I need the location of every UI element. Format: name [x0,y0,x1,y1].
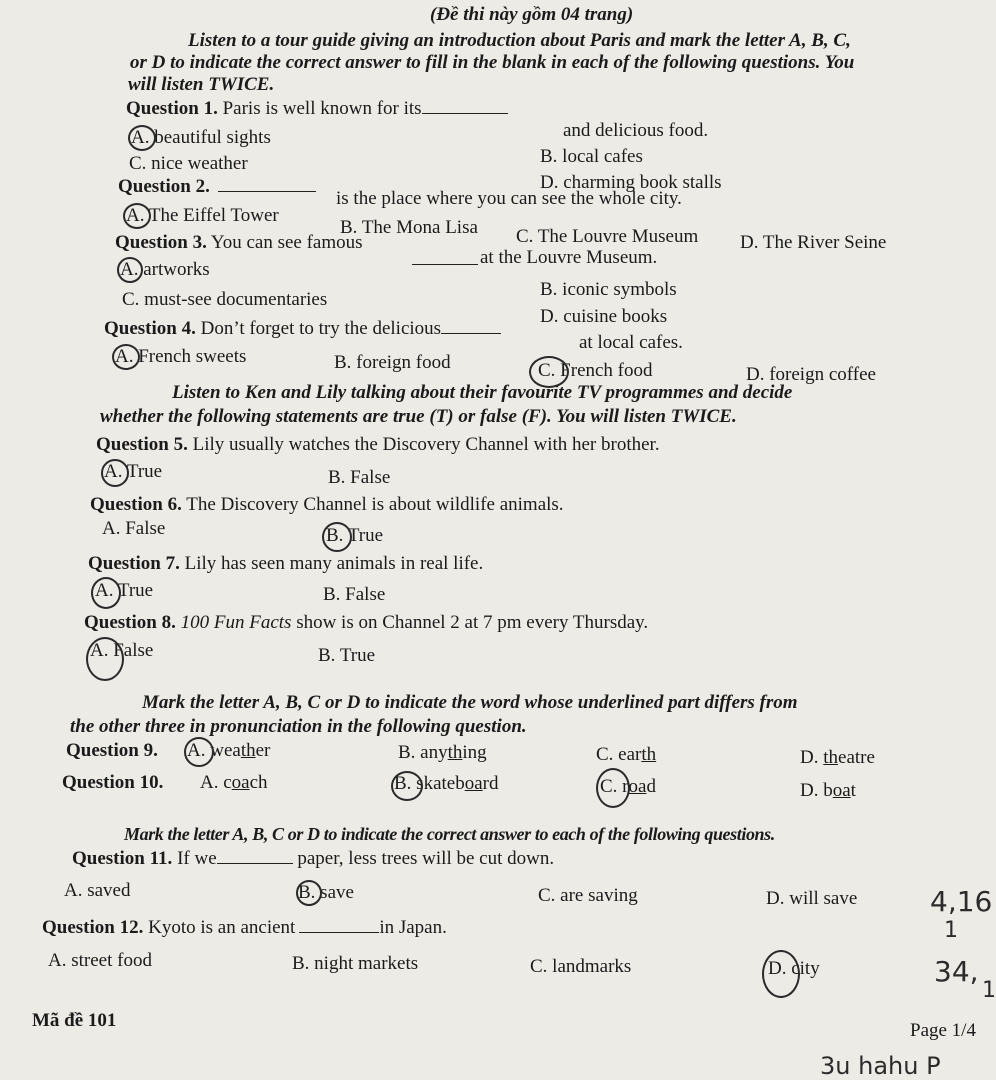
question-9-option-a[interactable]: A. weather [187,740,271,761]
question-2-option-a[interactable]: A. The Eiffel Tower [126,205,279,226]
question-6-stem: Question 6. The Discovery Channel is about wildlife animals. [90,494,564,515]
page-number: Page 1/4 [910,1020,976,1041]
question-5-option-a[interactable]: A. True [104,461,163,482]
question-3-option-b[interactable]: B. iconic symbols [540,279,677,300]
page-note: (Đề thi này gồm 04 trang) [430,4,634,25]
question-8-stem: Question 8. 100 Fun Facts show is on Channel 2 at 7 pm every Thursday. [84,612,649,633]
question-10-option-d[interactable]: D. boat [800,780,856,801]
handwritten-note-4: 1 [982,978,996,1003]
question-5-option-b[interactable]: B. False [328,467,391,488]
question-8-option-a[interactable]: A. False [90,640,154,661]
question-12-option-c[interactable]: C. landmarks [530,956,632,977]
question-2-option-c[interactable]: C. The Louvre Museum [516,226,699,247]
question-7-stem: Question 7. Lily has seen many animals in real life. [88,553,484,574]
question-11-option-d[interactable]: D. will save [766,888,858,909]
section2-instruction-line2: whether the following statements are true (T) or false (F). You will listen TWICE. [100,406,737,427]
exam-code: Mã đề 101 [32,1010,117,1031]
question-9-option-b[interactable]: B. anything [398,742,487,763]
question-4-option-b[interactable]: B. foreign food [334,352,451,373]
question-6-option-a[interactable]: A. False [102,518,166,539]
section3-instruction-line2: the other three in pronunciation in the following question. [70,716,527,737]
question-12-stem: Question 12. Kyoto is an ancient in Japan. [42,917,447,938]
section2-instruction-line1: Listen to Ken and Lily talking about their favourite TV programmes and decide [172,382,793,403]
question-6-option-b[interactable]: B. True [326,525,384,546]
question-11-option-b[interactable]: B. save [298,882,354,903]
question-5-stem: Question 5. Lily usually watches the Discovery Channel with her brother. [96,434,660,455]
question-3-option-c[interactable]: C. must-see documentaries [122,289,328,310]
section3-instruction-line1: Mark the letter A, B, C or D to indicate the word whose underlined part differs from [142,692,798,713]
question-4-option-a[interactable]: A. French sweets [115,346,247,367]
question-4-stem: Question 4. Don’t forget to try the delicious [104,318,501,340]
question-11-option-c[interactable]: C. are saving [538,885,638,906]
question-1-stem: Question 1. Paris is well known for its [126,98,508,120]
question-11-stem: Question 11. If we paper, less trees will be cut down. [72,848,555,869]
question-11-option-a[interactable]: A. saved [64,880,131,901]
question-10-option-a[interactable]: A. coach [200,772,268,793]
question-3-stem-end: at the Louvre Museum. [480,247,658,268]
question-2-stem: is the place where you can see the whole city. [336,188,682,209]
question-9-label: Question 9. [66,740,158,761]
question-1-option-c[interactable]: C. nice weather [129,153,248,174]
question-9-option-d[interactable]: D. theatre [800,747,875,768]
question-1-stem-end: and delicious food. [563,120,709,141]
question-9-option-c[interactable]: C. earth [596,744,657,765]
section1-instruction-line3: will listen TWICE. [128,74,275,95]
handwritten-note-5: 3u hahu P [820,1052,941,1080]
question-1-option-a[interactable]: A. beautiful sights [131,127,271,148]
question-4-option-c[interactable]: C. French food [538,360,653,381]
question-4-stem-end: at local cafes. [579,332,683,353]
question-8-option-b[interactable]: B. True [318,645,376,666]
question-10-option-b[interactable]: B. skateboard [394,773,499,794]
question-10-option-c[interactable]: C. road [600,776,656,797]
question-3-stem: Question 3. You can see famous [115,232,363,253]
question-2-label: Question 2. [118,176,316,198]
question-3-option-d[interactable]: D. cuisine books [540,306,668,327]
handwritten-note-1: 4,16 [930,885,993,918]
question-2-option-d[interactable]: D. The River Seine [740,232,887,253]
section1-instruction-line2: or D to indicate the correct answer to fill in the blank in each of the following questions. You [130,52,855,73]
question-7-option-a[interactable]: A. True [95,580,154,601]
question-12-option-b[interactable]: B. night markets [292,953,419,974]
question-12-option-a[interactable]: A. street food [48,950,152,971]
handwritten-note-3: 34, [934,955,979,988]
question-1-option-b[interactable]: B. local cafes [540,146,643,167]
section1-instruction-line1: Listen to a tour guide giving an introduction about Paris and mark the letter A, B, C, [188,30,851,51]
section4-instruction: Mark the letter A, B, C or D to indicate the correct answer to each of the following questions. [124,824,775,844]
question-4-option-d[interactable]: D. foreign coffee [746,364,876,385]
question-12-option-d[interactable]: D. city [768,958,820,979]
question-1-option-d[interactable]: D. charming book stalls [540,172,722,193]
question-10-label: Question 10. [62,772,164,793]
question-2-option-b[interactable]: B. The Mona Lisa [340,217,478,238]
question-3-option-a[interactable]: A. artworks [120,259,210,280]
question-7-option-b[interactable]: B. False [323,584,386,605]
handwritten-note-2: 1 [944,918,958,943]
